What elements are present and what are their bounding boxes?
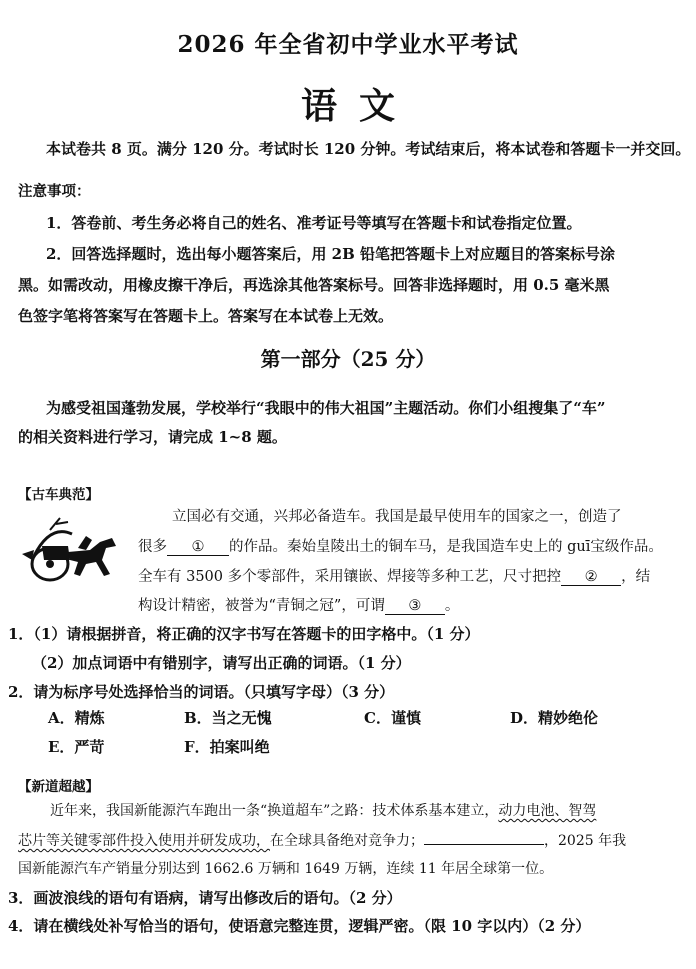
block-tag-new: 【新道超越】: [18, 779, 99, 795]
option-b: B．当之无愧: [184, 709, 272, 727]
block1-line-4b: 。: [444, 598, 460, 614]
option-f: F．拍案叫绝: [184, 738, 270, 756]
block2-wavy-2: 芯片等关键零部件投入使用并研发成功，: [18, 833, 270, 849]
block1-line-3b: ，结: [621, 569, 651, 585]
block2-line-2c: ，2025 年我: [544, 833, 627, 849]
block1-line-1: 立国必有交通，兴邦必备造车。我国是最早使用车的国家之一，创造了: [172, 509, 622, 525]
notice-line-2b: 黑。如需改动，用橡皮擦干净后，再选涂其他答案标号。回答非选择题时，用 0.5 毫米黑: [18, 276, 610, 294]
option-a: A．精炼: [48, 709, 105, 727]
notice-line-2a: 2．回答选择题时，选出每小题答案后，用 2B 铅笔把答题卡上对应题目的答案标号涂: [46, 245, 616, 263]
notice-line-1: 1．答卷前、考生务必将自己的姓名、准考证号等填写在答题卡和试卷指定位置。: [46, 214, 582, 232]
option-d: D．精妙绝伦: [510, 709, 599, 727]
block1-line-2a: 很多: [138, 539, 167, 555]
section-title: 第一部分（25 分）: [260, 347, 436, 371]
part-lead-2: 的相关资料进行学习，请完成 1~8 题。: [18, 428, 287, 446]
block1-line-2: [138, 535, 663, 556]
notice-line-2c: 色签字笔将答案写在答题卡上。答案写在本试卷上无效。: [18, 307, 394, 325]
block-tag-ancient: 【古车典范】: [18, 487, 99, 503]
blank-1: ①: [167, 539, 229, 556]
part-lead-1: 为感受祖国蓬勃发展，学校举行“我眼中的伟大祖国”主题活动。你们小组搜集了“车”: [46, 399, 606, 417]
question-3: 3．画波浪线的语句有语病，请写出修改后的语句。（2 分）: [8, 889, 402, 907]
blank-2: ②: [561, 569, 621, 586]
block2-line-3: 国新能源汽车产销量分别达到 1662.6 万辆和 1649 万辆，连续 11 年居全球第一位。: [18, 861, 554, 877]
option-c: C．谨慎: [364, 709, 421, 727]
exam-title: 2026 年全省初中学业水平考试: [177, 31, 519, 58]
block2-wavy-1: 动力电池、智驾: [498, 803, 597, 819]
question-1-part-2: （2）加点词语中有错别字，请写出正确的词语。（1 分）: [32, 654, 411, 672]
block2-line-1: [50, 800, 596, 820]
block1-line-4a: 构设计精密，被誉为“青铜之冠”，可谓: [138, 598, 385, 614]
question-2: 2．请为标序号处选择恰当的词语。（只填写字母）（3 分）: [8, 683, 395, 701]
subject-title: 语文: [300, 85, 417, 127]
fill-in-blank: [424, 829, 544, 845]
question-4: 4．请在横线处补写恰当的语句，使语意完整连贯，逻辑严密。（限 10 字以内）（2 分）: [8, 917, 591, 935]
blank-3: ③: [385, 598, 445, 615]
block1-line-2b: 的作品。秦始皇陵出土的铜车马，是我国造车史上的 guī宝级作品。: [229, 539, 663, 555]
question-1: 1．（1）请根据拼音，将正确的汉字书写在答题卡的田字格中。（1 分）: [8, 625, 480, 643]
bronze-chariot-illustration: [20, 516, 124, 586]
option-e: E．严苛: [48, 738, 105, 756]
block1-line-3a: 全车有 3500 多个零部件，采用镶嵌、焊接等多种工艺，尺寸把控: [138, 569, 562, 585]
block1-line-3: [138, 565, 650, 586]
block1-line-4: [138, 594, 459, 615]
block2-line-2b: 在全球具备绝对竞争力；: [270, 833, 424, 849]
block2-line-2: [18, 829, 626, 850]
notice-heading: 注意事项：: [18, 183, 91, 200]
block2-line-1a: 近年来，我国新能源汽车跑出一条“换道超车”之路：技术体系基本建立，: [50, 803, 499, 819]
exam-intro: 本试卷共 8 页。满分 120 分。考试时长 120 分钟。考试结束后，将本试卷和答题卡一并交回。: [46, 140, 691, 158]
